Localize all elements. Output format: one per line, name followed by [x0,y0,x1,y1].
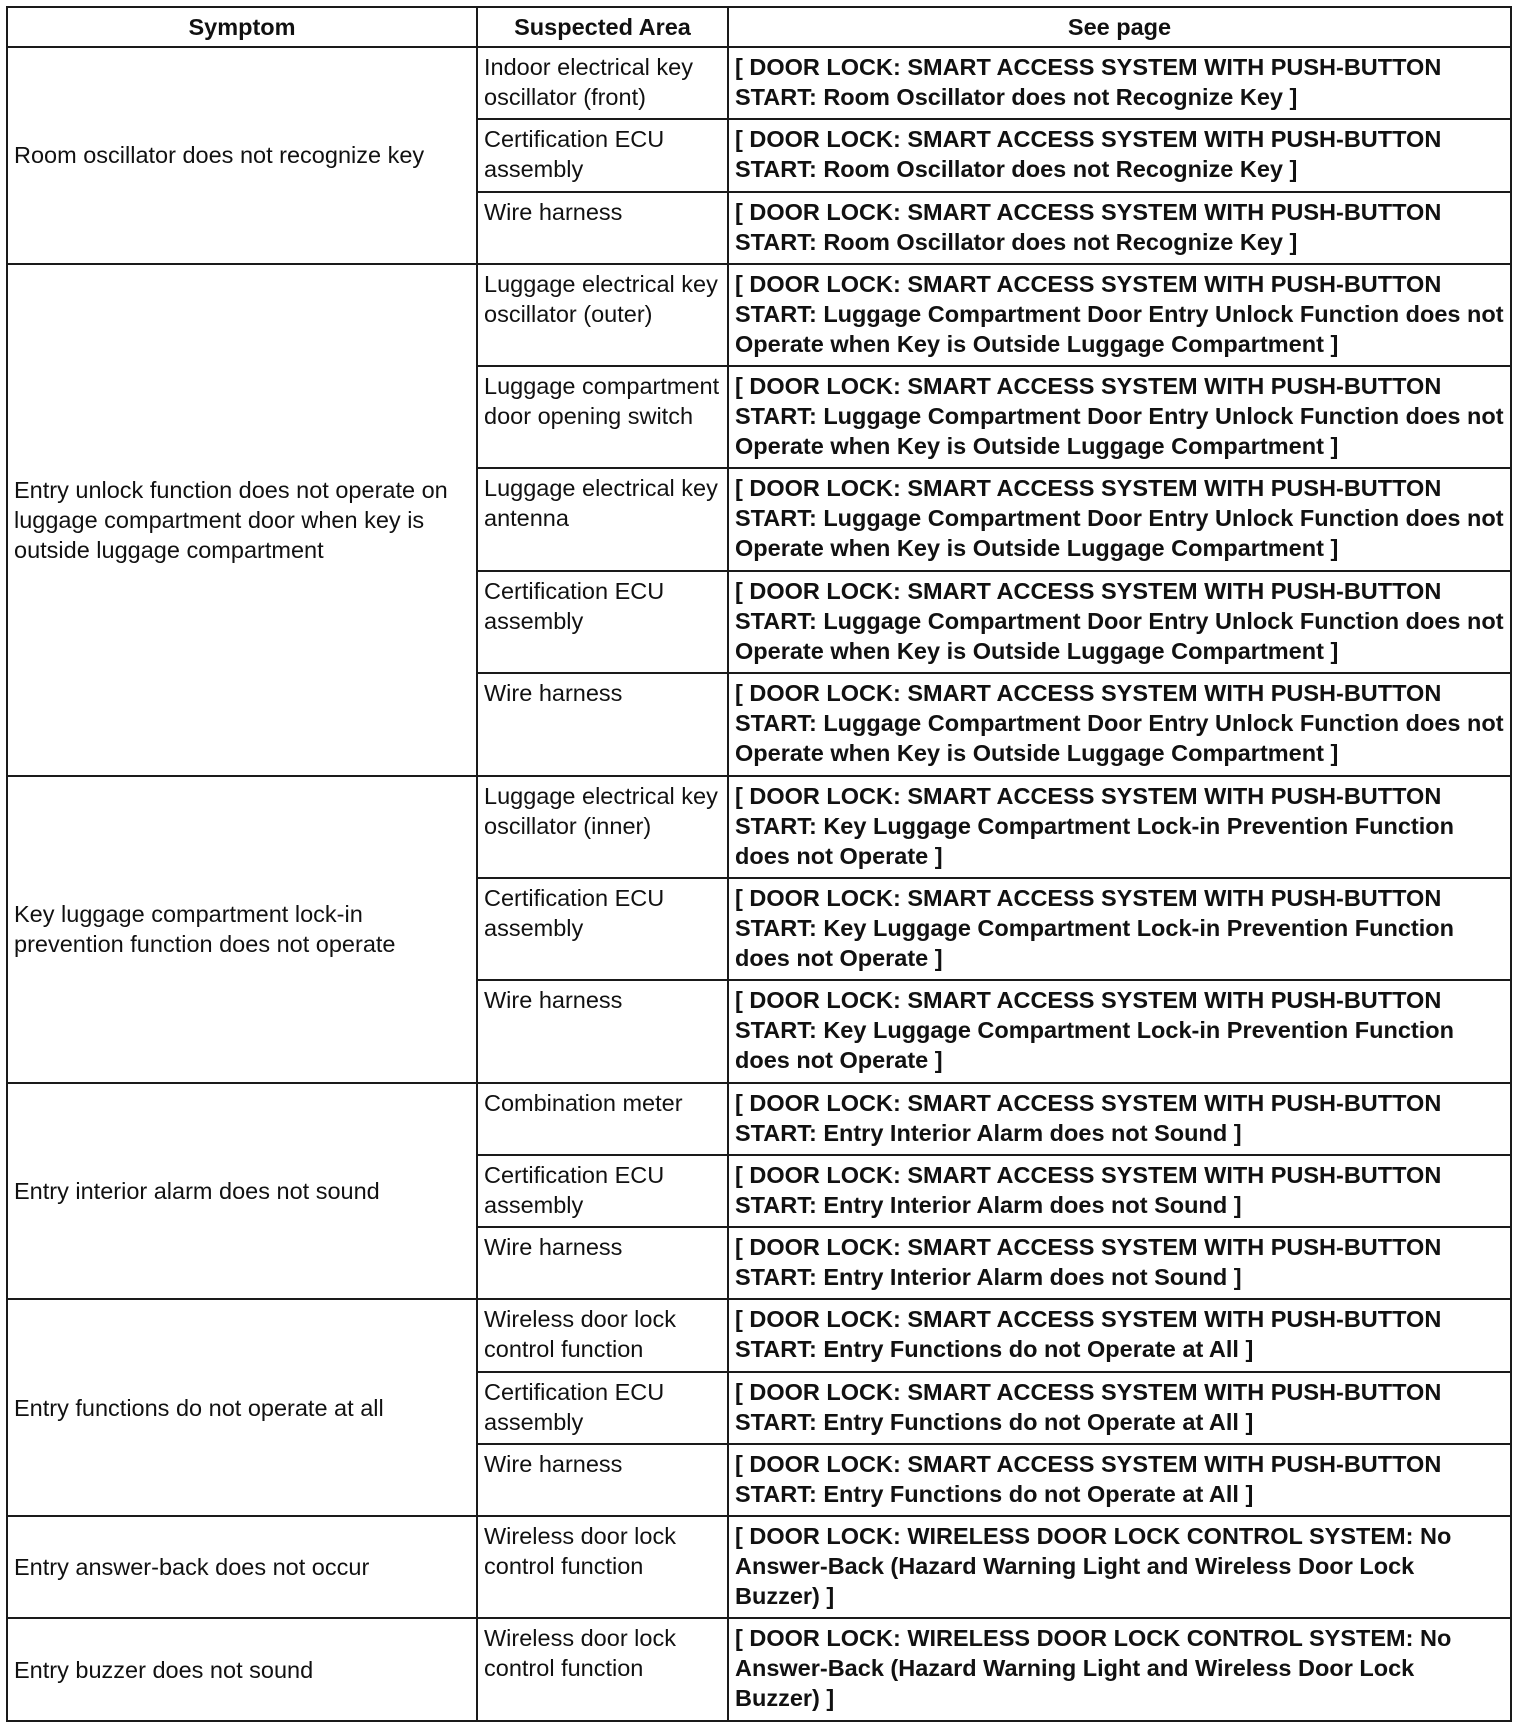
table-row [7,1618,1511,1721]
suspected-area-cell: Certification ECU assembly [477,1372,728,1444]
table-row [7,264,1511,366]
suspected-area-cell: Certification ECU assembly [477,878,728,980]
suspected-area-cell: Luggage electrical key antenna [477,468,728,570]
see-page-reference: [ DOOR LOCK: SMART ACCESS SYSTEM WITH PUSH-BUTTON START: Entry Functions do not Operate at All ] [728,1444,1511,1516]
symptom-cell: Entry functions do not operate at all [7,1299,477,1516]
see-page-reference: [ DOOR LOCK: SMART ACCESS SYSTEM WITH PUSH-BUTTON START: Entry Interior Alarm does not Sound ] [728,1083,1511,1155]
table-row [7,1516,1511,1618]
suspected-area-cell: Certification ECU assembly [477,571,728,673]
table-row [7,47,1511,119]
see-page-reference: [ DOOR LOCK: WIRELESS DOOR LOCK CONTROL SYSTEM: No Answer-Back (Hazard Warning Light and Wireless Door Lock Buzzer) ] [728,1618,1511,1721]
see-page-reference: [ DOOR LOCK: SMART ACCESS SYSTEM WITH PUSH-BUTTON START: Luggage Compartment Door Entry Unlock Function does not Operate when Key is Outside Luggage Compartment ] [728,366,1511,468]
suspected-area-cell: Wireless door lock control function [477,1618,728,1721]
see-page-reference: [ DOOR LOCK: SMART ACCESS SYSTEM WITH PUSH-BUTTON START: Luggage Compartment Door Entry Unlock Function does not Operate when Key is Outside Luggage Compartment ] [728,673,1511,775]
table-row [7,776,1511,878]
table-body [7,47,1511,1721]
see-page-reference: [ DOOR LOCK: SMART ACCESS SYSTEM WITH PUSH-BUTTON START: Entry Functions do not Operate at All ] [728,1299,1511,1371]
see-page-reference: [ DOOR LOCK: SMART ACCESS SYSTEM WITH PUSH-BUTTON START: Room Oscillator does not Recognize Key ] [728,119,1511,191]
suspected-area-cell: Wire harness [477,980,728,1082]
see-page-reference: [ DOOR LOCK: SMART ACCESS SYSTEM WITH PUSH-BUTTON START: Key Luggage Compartment Lock-in Prevention Function does not Operate ] [728,980,1511,1082]
suspected-area-cell: Indoor electrical key oscillator (front) [477,47,728,119]
see-page-reference: [ DOOR LOCK: SMART ACCESS SYSTEM WITH PUSH-BUTTON START: Luggage Compartment Door Entry Unlock Function does not Operate when Key is Outside Luggage Compartment ] [728,468,1511,570]
suspected-area-cell: Luggage compartment door opening switch [477,366,728,468]
suspected-area-cell: Wire harness [477,1444,728,1516]
header-see-page: See page [728,7,1511,47]
see-page-reference: [ DOOR LOCK: SMART ACCESS SYSTEM WITH PUSH-BUTTON START: Entry Interior Alarm does not Sound ] [728,1227,1511,1299]
suspected-area-cell: Certification ECU assembly [477,119,728,191]
header-suspected-area: Suspected Area [477,7,728,47]
table-row [7,1083,1511,1155]
see-page-reference: [ DOOR LOCK: SMART ACCESS SYSTEM WITH PUSH-BUTTON START: Room Oscillator does not Recognize Key ] [728,47,1511,119]
symptom-cell: Entry buzzer does not sound [7,1618,477,1721]
see-page-reference: [ DOOR LOCK: WIRELESS DOOR LOCK CONTROL SYSTEM: No Answer-Back (Hazard Warning Light and Wireless Door Lock Buzzer) ] [728,1516,1511,1618]
see-page-reference: [ DOOR LOCK: SMART ACCESS SYSTEM WITH PUSH-BUTTON START: Entry Functions do not Operate at All ] [728,1372,1511,1444]
see-page-reference: [ DOOR LOCK: SMART ACCESS SYSTEM WITH PUSH-BUTTON START: Key Luggage Compartment Lock-in Prevention Function does not Operate ] [728,878,1511,980]
table-header [7,7,1511,47]
suspected-area-cell: Luggage electrical key oscillator (outer) [477,264,728,366]
header-row [7,7,1511,47]
see-page-reference: [ DOOR LOCK: SMART ACCESS SYSTEM WITH PUSH-BUTTON START: Key Luggage Compartment Lock-in Prevention Function does not Operate ] [728,776,1511,878]
suspected-area-cell: Combination meter [477,1083,728,1155]
suspected-area-cell: Wire harness [477,192,728,264]
symptom-cell: Room oscillator does not recognize key [7,47,477,264]
suspected-area-cell: Wireless door lock control function [477,1299,728,1371]
header-symptom: Symptom [7,7,477,47]
suspected-area-cell: Wire harness [477,673,728,775]
symptom-cell: Entry interior alarm does not sound [7,1083,477,1300]
see-page-reference: [ DOOR LOCK: SMART ACCESS SYSTEM WITH PUSH-BUTTON START: Entry Interior Alarm does not Sound ] [728,1155,1511,1227]
table-row [7,1299,1511,1371]
suspected-area-cell: Wire harness [477,1227,728,1299]
see-page-reference: [ DOOR LOCK: SMART ACCESS SYSTEM WITH PUSH-BUTTON START: Room Oscillator does not Recognize Key ] [728,192,1511,264]
symptom-cell: Entry unlock function does not operate on luggage compartment door when key is outside luggage compartment [7,264,477,776]
suspected-area-cell: Certification ECU assembly [477,1155,728,1227]
suspected-area-cell: Luggage electrical key oscillator (inner) [477,776,728,878]
suspected-area-cell: Wireless door lock control function [477,1516,728,1618]
see-page-reference: [ DOOR LOCK: SMART ACCESS SYSTEM WITH PUSH-BUTTON START: Luggage Compartment Door Entry Unlock Function does not Operate when Key is Outside Luggage Compartment ] [728,264,1511,366]
symptom-cell: Entry answer-back does not occur [7,1516,477,1618]
see-page-reference: [ DOOR LOCK: SMART ACCESS SYSTEM WITH PUSH-BUTTON START: Luggage Compartment Door Entry Unlock Function does not Operate when Key is Outside Luggage Compartment ] [728,571,1511,673]
symptom-table [6,6,1512,1722]
symptom-cell: Key luggage compartment lock-in prevention function does not operate [7,776,477,1083]
